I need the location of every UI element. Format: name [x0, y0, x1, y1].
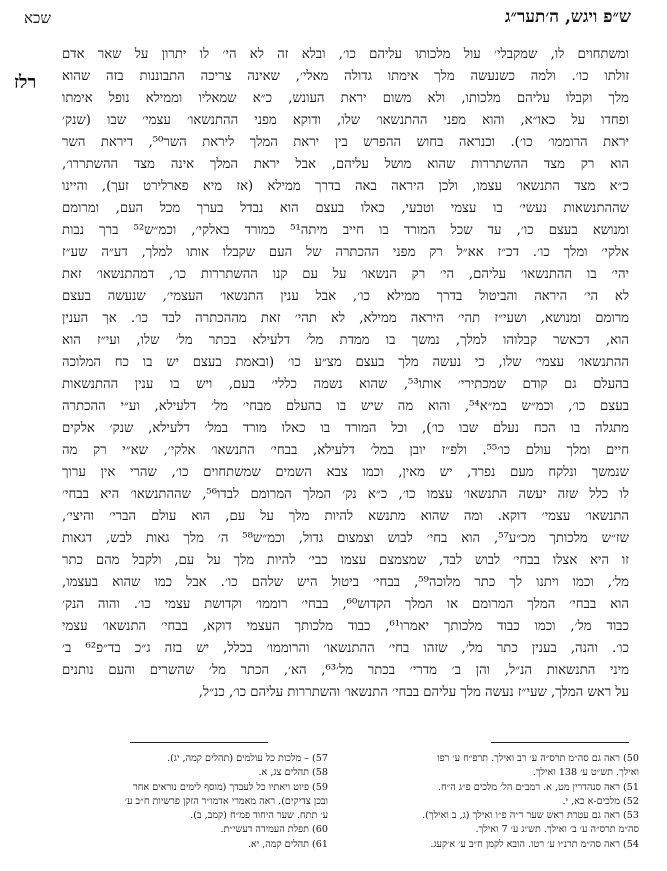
text-line: הוא בבחי׳ המלך המרומם או המלך הקדוש⁶⁰, בבחי׳ רוממו׳ וקדושת עצמי כו׳. והוה הנק׳	[62, 597, 629, 612]
footnote-line: 54) ראה סה״מ תרנ״ו ע׳ רטו. הובא לקמן ח״ב ע׳ א׳קעג.	[430, 838, 639, 850]
footnote-line: 51) ראה סנהדרין מט, א. רמב״ם הל׳ מלכים פ״ג ה״ח.	[437, 781, 639, 793]
text-line: מל׳, וכמו ויתנו לך כתר מלוכה⁵⁹, בבחי׳ ביטול היש שלהם כו׳. אבל כמו שהוא בעצמו,	[62, 575, 629, 590]
text-line: ומשתחוים לו, שמקבלי׳ עול מלכותו עליהם כו׳, ובלא זה לא הי׳ לו יתרון על שאר אדם	[62, 47, 629, 62]
text-line: יהי׳ בו ההתנשאו׳ עליהם, הי׳ רק הנשאו׳ על עם קנו ההשתררות כו׳, דמהתנשאו׳ זאת	[62, 267, 629, 282]
text-line: על ראש המלך, שעי״ז נעשה מלך עליהם בבחי׳ התנשאו׳ והשתררות עליהם כו׳, כנ״ל,	[198, 685, 629, 700]
footnote-line: 53) ראה גם עטרת ראש שער ר״ה פ״ו ואילך (ג, ב ואילך).	[422, 810, 639, 822]
text-line: בהעלם גם קודם שמכתירי׳ אותו⁵³, שהוא נשמה כללי׳ בעם, ויש בו ענין ההתנשאות	[62, 377, 629, 392]
text-line: שז״ש מלכותך מכ״ע⁵⁷, הוא בחי׳ לבוש וצמצום גדול, וכמ״ש⁵⁸ ה׳ מלך גאות לבש, דגאות	[62, 531, 629, 546]
text-line: מלך וקבלו עליהם מלכותו, ולא משום יראת העונש, כ״א שמאליו וממילא נופל אימתו	[62, 91, 629, 106]
footnote-divider-left	[130, 742, 268, 743]
text-line: יראת הרוממו׳ כו׳). וכנראה בחוש ההפרש בין יראת המלך ליראת השר⁵⁰, דיראת השר	[62, 135, 629, 150]
text-line: חיים ומלך עולם כו׳⁵⁵. ולפ״ז יובן במל׳ דלעילא, בבחי׳ התנשאו׳ אלקי׳, שא״י רק מה	[62, 443, 629, 458]
page-title: ש״פ ויגש, ה׳תער״ג	[504, 7, 631, 27]
footnote-line: סה״מ תרס״ה ע׳ ב׳ ואילך. תש״ג ע׳ 7 ואילך.	[475, 824, 639, 836]
footnote-line: 57) – מלכות כל עולמים (תהלים קמה, יג).	[167, 753, 328, 764]
footnote-line: 52) מלכים-א כא, י.	[562, 795, 639, 807]
text-line: ופחדו על כאו״א, והוא מפני ההתנשאו׳ שלו, ודוקא מפני ההתנשאו׳ עצמי׳ שבו (שנק׳	[62, 113, 629, 128]
text-line: ההתנשאו׳ עצמי׳ שלו, כי נעשה מלך בעצם מצ״ע כו׳ (ובאמת בעצם יש בו כח המלוכה	[62, 355, 629, 370]
main-text	[62, 44, 629, 704]
text-line: כ״א מצד התנשאו׳ עצמו, ולכן היראה באה בדרך ממילא (אז מיא פארלירט זעך), והיינו	[62, 179, 629, 194]
footnotes-right-column	[363, 752, 639, 852]
footnote-line: 50) ראה גם סה״מ תרס״ה ע׳ רב ואילך. תרפ״ח ע׳ רפו	[437, 753, 639, 764]
footnote-line: ובכן צדיקים). ראה מאמרי אדמו״ר הזקן פרשיות ח״ב ע׳	[124, 795, 328, 807]
footnote-line: ע׳ תתח. שער היחוד פמ״ח (קמב, ב).	[190, 810, 328, 822]
text-line: זולתו כו׳. ולמה כשנעשה מלך אימתו גדולה מאלי׳, שאינה צריכה התבוננות בזה שהוא	[62, 69, 629, 84]
footnote-line: 58) תהלים צג, א.	[258, 767, 328, 779]
text-line: לו כלל שזה יעשה התנשאו׳ עצמו כו׳, כ״א נק׳ המלך המרומם לבדו⁵⁶, שההתנשאו׳ היא בבחי׳	[62, 487, 629, 502]
text-line: בעצם כו׳, וכמ״ש במ״א⁵⁴, והוא מה שיש בו בהעלם מבחי׳ מל׳ דלעילא, וע״י ההכתרה	[62, 399, 629, 414]
text-line: לא הי׳ היראה והביטול בדרך ממילא כו׳, אבל ענין התנשאו׳ העצמי׳, שנעשה בעצם	[62, 289, 629, 304]
text-line: אלקי׳ ומלך כו׳. דכ״ז אא״ל רק מפני ההכתרה של העם שקבלו אותו למלך, דע״ה שע״ז	[62, 245, 629, 260]
running-header	[24, 7, 631, 29]
text-line: כבוד מל׳, וכמו כבוד מלכותך יאמרו⁶¹, כבוד מלכותך העצמי דוקא, בבחי׳ התנשאו׳ עצמי	[62, 619, 629, 634]
text-line: הוא, דכאשר קבלוהו למלך, נמשך בו ממדת מל׳ דלעילא בכתר מל׳ שלו, ועי״ז הוא	[62, 333, 629, 348]
text-line: מתגלה בו הכח נעלם שבו כו׳), וכל המורד בו כאלו מורד במל׳ דלעילא, שנק׳ אלקים	[62, 421, 629, 436]
footnote-line: 61) תהלים קמה, יא.	[247, 838, 328, 850]
footnote-line: 59) פיוט ויאתיו כל לעבדך (מוסף לימים נוראים אחר	[133, 781, 328, 793]
footnote-divider-right	[491, 742, 629, 743]
footnote-line: ואילך. תש״ט ע׳ 138 ואילך.	[532, 767, 639, 779]
text-line: זו היא אצלו בבחי׳ לבוש לבד, שמצמצם עצמו כבי׳ להיות מלך על עם, ולקבל מהם כתר	[62, 553, 629, 568]
text-line: הוא רק מצד ההשתררות שהוא מושל עליהם, אבל יראת המלך אינה מצד ההשתררו׳,	[62, 157, 629, 172]
text-line: התנשאו׳ עצמי׳ דוקא. ומה שהוא מתנשא להיות מלך על עם, הוא עולם הברי׳ והיצי׳,	[62, 509, 629, 524]
text-line: מיני התנשאות הנ״ל, והן ב׳ מדרי׳ בכתר מל׳⁶³, הא׳, הכתר מל׳ שהשרים והעם נותנים	[62, 663, 629, 678]
text-line: שההתנשאות נעשי׳ בו עצמי וטבעי, כאלו בעצם הוא נבדל בערך מכל העם, ומרומם	[62, 201, 629, 216]
text-line: מרומם ומנושא, ושעי״ז תהי׳ היראה ממילא, לא תהי׳ זאת מההכתרה לבד כו׳. אך הענין	[62, 311, 629, 326]
margin-number: רלז	[14, 72, 37, 93]
text-line: שנמשך ונלקח מעם נפרד, יש מאין, וכמו צבא השמים שמשתחוים כו׳, שהרי אין ערוך	[62, 465, 629, 480]
footnote-line: 60) תפלת העמידה דעשי״ת.	[220, 824, 328, 836]
text-line: כו׳. והנה, בענין כתר מל׳, שזהו בחי׳ ההתנשאו׳ והרוממו׳ בכלל, יש בזה ג״כ בד״פ⁶² ב׳	[62, 641, 629, 656]
text-line: ומנושא בעצם כו׳, עד שכל המורד בו חייב מיתה⁵¹ כמורד באלקי׳, וכמ״ש⁵² ברך נבות	[62, 223, 629, 238]
page-number: שכא	[24, 9, 51, 27]
footnotes-left-column	[52, 752, 328, 852]
